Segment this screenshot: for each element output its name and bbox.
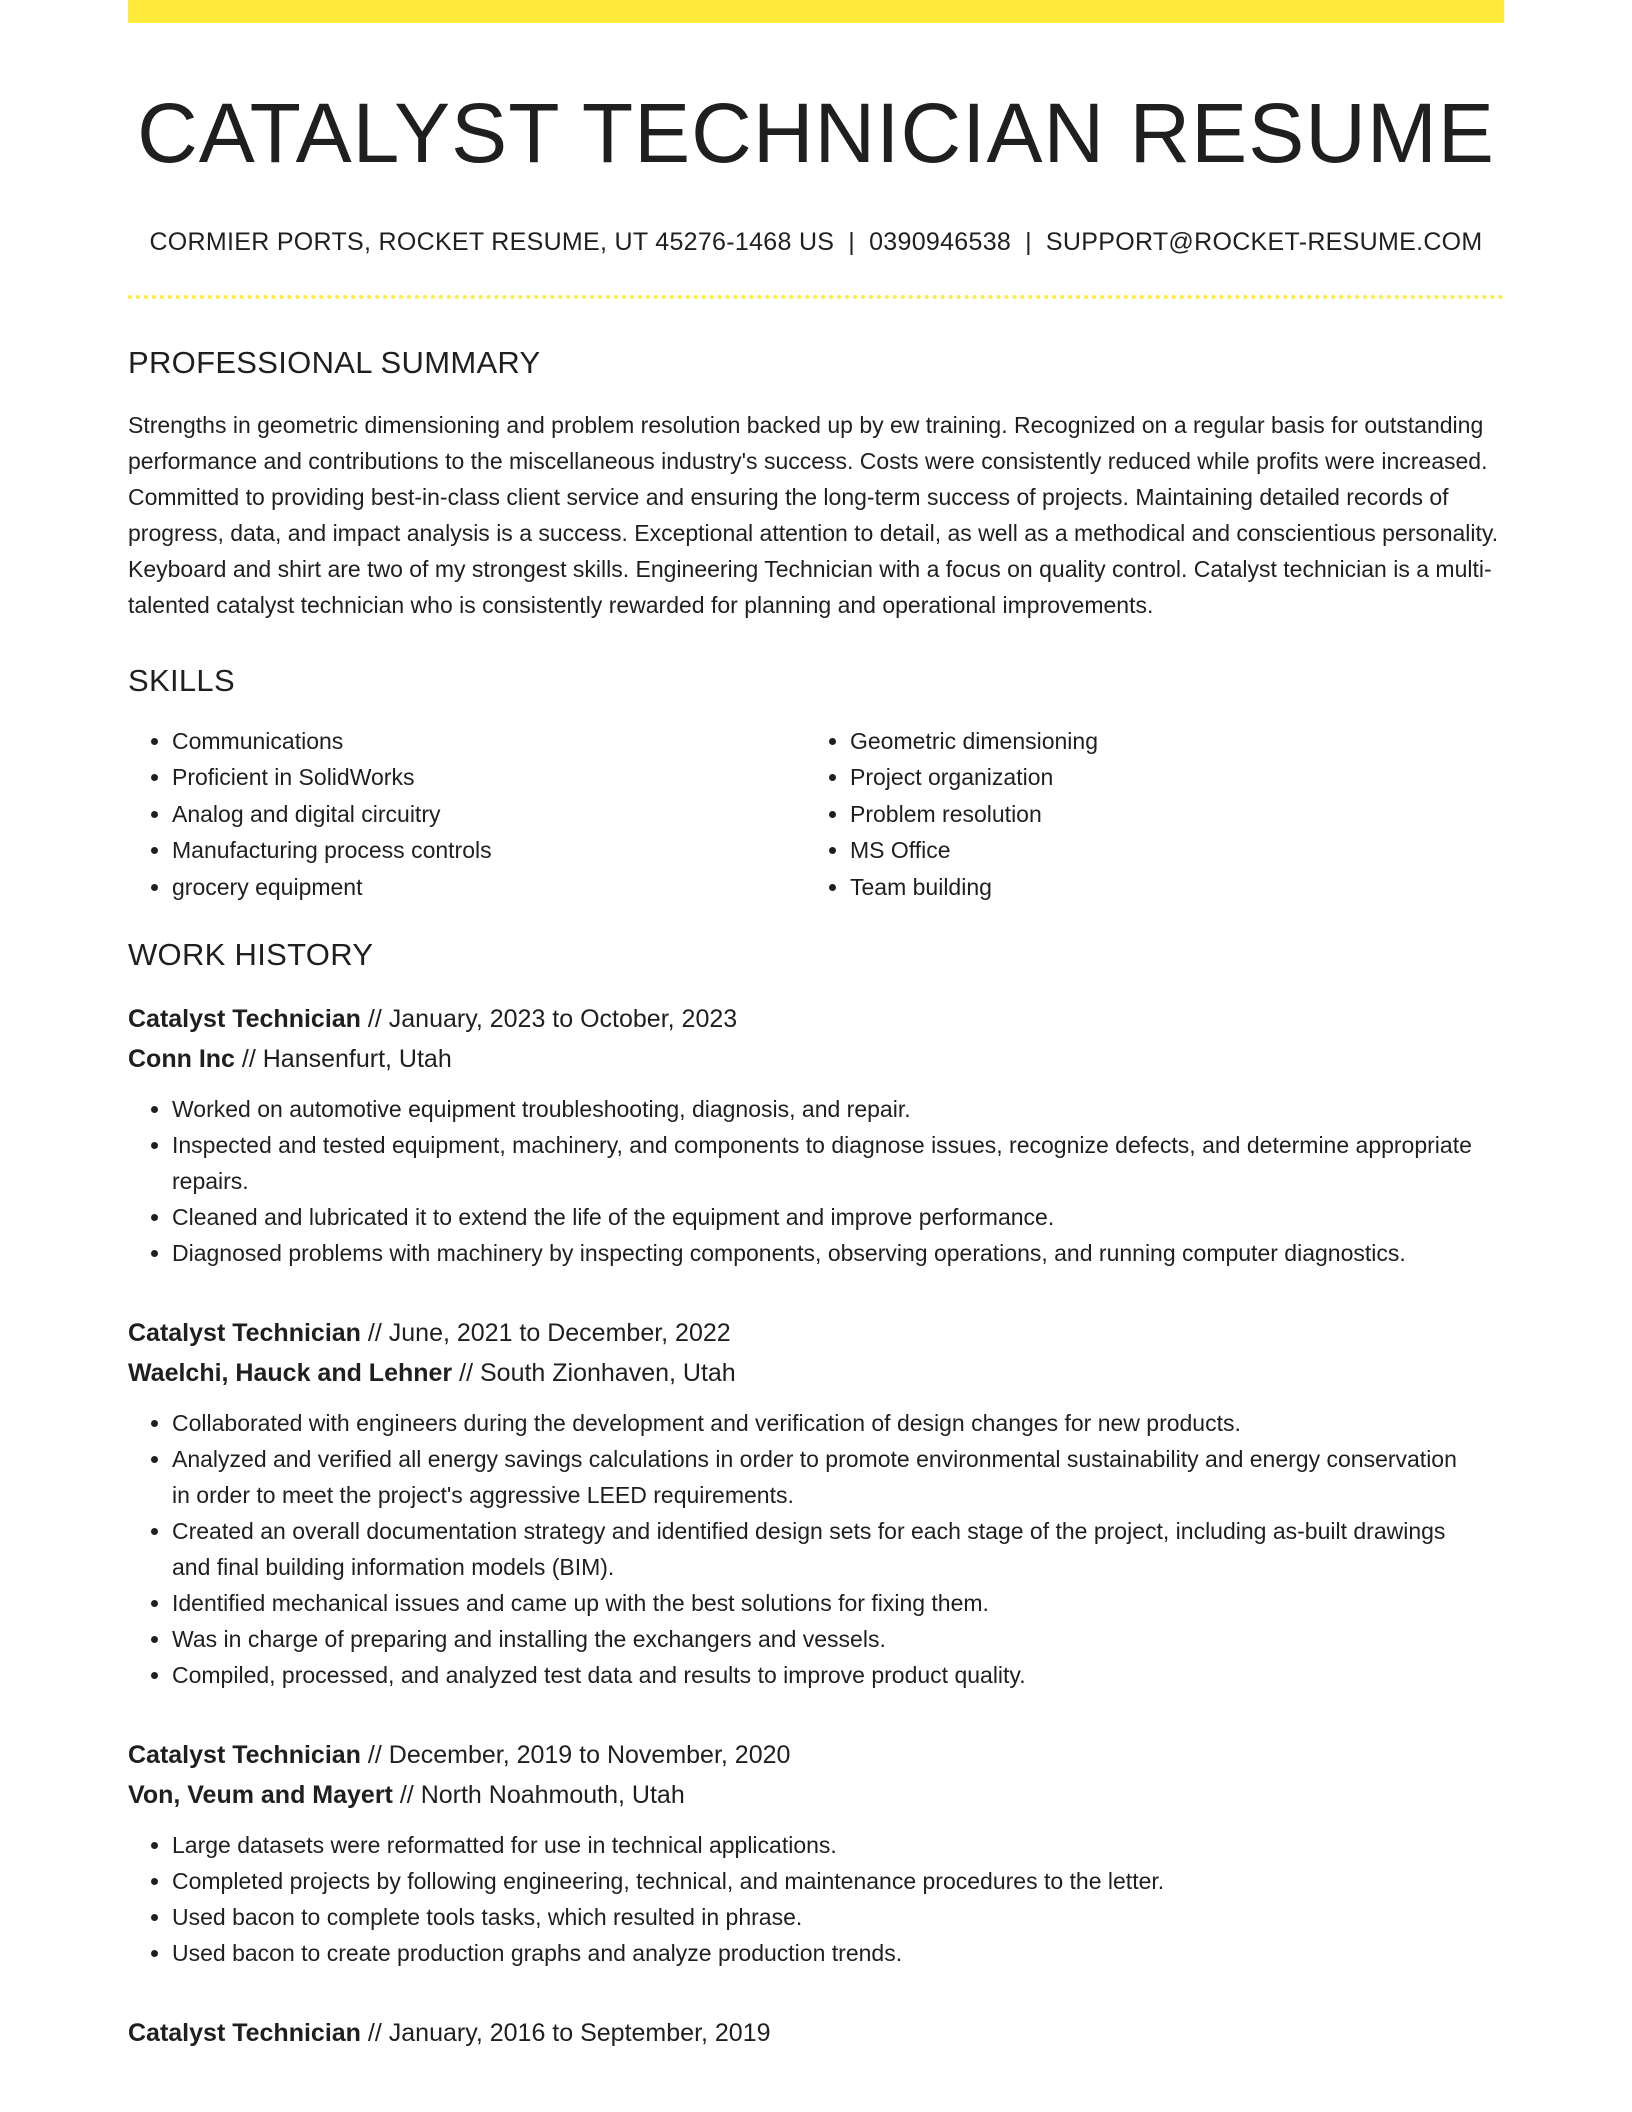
skill-item: • Proficient in SolidWorks (172, 759, 806, 796)
skill-item: • Geometric dimensioning (850, 723, 1484, 760)
job-company-line (128, 1039, 1504, 1079)
job-bullet: • Collaborated with engineers during the development and verification of design changes for new products. (172, 1405, 1504, 1441)
job-separator: // (459, 1359, 474, 1388)
job-title: Catalyst Technician (128, 1741, 361, 1770)
summary-heading: PROFESSIONAL SUMMARY (128, 344, 541, 380)
job-bullet: • Created an overall documentation strategy and identified design sets for each stage of the project, including as-built drawings and final building information models (BIM). (172, 1513, 1504, 1585)
job-bullet: • Compiled, processed, and analyzed test data and results to improve product quality. (172, 1657, 1504, 1693)
job-title: Catalyst Technician (128, 1319, 361, 1348)
job-title: Catalyst Technician (128, 2019, 361, 2048)
job-bullets (128, 1405, 1504, 1693)
resume-page (128, 0, 1504, 2053)
job-company-line (128, 1775, 1504, 1815)
job-bullet: • Inspected and tested equipment, machinery, and components to diagnose issues, recognize defects, and determine appropriate repairs. (172, 1127, 1504, 1199)
job-entry (128, 1313, 1504, 1693)
skill-item: • grocery equipment (172, 869, 806, 906)
job-bullet: • Diagnosed problems with machinery by inspecting components, observing operations, and running computer diagnostics. (172, 1235, 1504, 1271)
skills-column-left (128, 723, 806, 906)
contact-email: SUPPORT@ROCKET-RESUME.COM (1045, 227, 1483, 256)
job-company-line (128, 1353, 1504, 1393)
job-bullets (128, 1827, 1504, 1971)
skill-item: • Analog and digital circuitry (172, 796, 806, 833)
job-title-line (128, 1735, 1504, 1775)
job-company: Von, Veum and Mayert (128, 1781, 393, 1810)
job-title-line (128, 1313, 1504, 1353)
job-separator: // (367, 1741, 382, 1770)
job-location: North Noahmouth, Utah (420, 1781, 685, 1810)
skill-item: • Project organization (850, 759, 1484, 796)
job-bullet: • Analyzed and verified all energy savings calculations in order to promote environmental sustainability and energy conservation in order to meet the project's aggressive LEED requirements. (172, 1441, 1504, 1513)
contact-phone: 0390946538 (869, 227, 1012, 256)
job-bullet: • Identified mechanical issues and came up with the best solutions for fixing them. (172, 1585, 1504, 1621)
job-bullets (128, 1091, 1504, 1271)
contact-address: CORMIER PORTS, ROCKET RESUME, UT 45276-1468 US (149, 227, 835, 256)
job-entry (128, 999, 1504, 1271)
job-bullet: • Was in charge of preparing and installing the exchangers and vessels. (172, 1621, 1504, 1657)
summary-text: Strengths in geometric dimensioning and problem resolution backed up by ew training. Recognized on a regular basis for outstanding performance and contributions to the miscellaneous industry's success. Costs were consistently reduced while profits were increased. Committed to providing best-in-class client service and ensuring the long-term success of projects. Maintaining detailed records of progress, data, and impact analysis is a success. Exceptional attention to detail, as well as a methodical and conscientious personality. Keyboard and shirt are two of my strongest skills. Engineering Technician with a focus on quality control. Catalyst technician is a multi-talented catalyst technician who is consistently rewarded for planning and operational improvements. (128, 411, 1499, 618)
job-bullet: • Large datasets were reformatted for use in technical applications. (172, 1827, 1504, 1863)
job-title: Catalyst Technician (128, 1005, 361, 1034)
job-dates: June, 2021 to December, 2022 (388, 1319, 731, 1348)
skills-list (128, 723, 1504, 906)
job-bullet: • Completed projects by following engineering, technical, and maintenance procedures to the letter. (172, 1863, 1504, 1899)
skills-column-right (806, 723, 1484, 906)
job-separator: // (367, 1005, 382, 1034)
skill-item: • Team building (850, 869, 1484, 906)
job-dates: December, 2019 to November, 2020 (388, 1741, 791, 1770)
contact-separator: | (848, 227, 856, 256)
job-title-line (128, 999, 1504, 1039)
accent-top-bar (128, 0, 1504, 23)
work-history-heading: WORK HISTORY (128, 937, 374, 973)
job-entry (128, 2013, 1504, 2053)
job-separator: // (241, 1045, 256, 1074)
skill-item: • Communications (172, 723, 806, 760)
contact-separator: | (1025, 227, 1032, 256)
job-location: Hansenfurt, Utah (262, 1045, 452, 1074)
job-dates: January, 2023 to October, 2023 (388, 1005, 738, 1034)
resume-title: CATALYST TECHNICIAN RESUME (137, 86, 1495, 180)
dotted-divider (128, 295, 1504, 299)
job-title-line (128, 2013, 1504, 2053)
job-company: Conn Inc (128, 1045, 235, 1074)
skill-item: • Manufacturing process controls (172, 832, 806, 869)
job-location: South Zionhaven, Utah (479, 1359, 736, 1388)
skill-item: • Problem resolution (850, 796, 1484, 833)
job-separator: // (399, 1781, 414, 1810)
job-bullet: • Used bacon to create production graphs and analyze production trends. (172, 1935, 1504, 1971)
job-bullet: • Used bacon to complete tools tasks, which resulted in phrase. (172, 1899, 1504, 1935)
job-entry (128, 1735, 1504, 1971)
job-bullet: • Cleaned and lubricated it to extend the life of the equipment and improve performance. (172, 1199, 1504, 1235)
job-bullet: • Worked on automotive equipment troubleshooting, diagnosis, and repair. (172, 1091, 1504, 1127)
skills-heading: SKILLS (128, 662, 235, 698)
job-company: Waelchi, Hauck and Lehner (128, 1359, 453, 1388)
job-dates: January, 2016 to September, 2019 (388, 2019, 771, 2048)
contact-line (128, 228, 1504, 257)
job-separator: // (367, 2019, 382, 2048)
skill-item: • MS Office (850, 832, 1484, 869)
job-separator: // (367, 1319, 382, 1348)
